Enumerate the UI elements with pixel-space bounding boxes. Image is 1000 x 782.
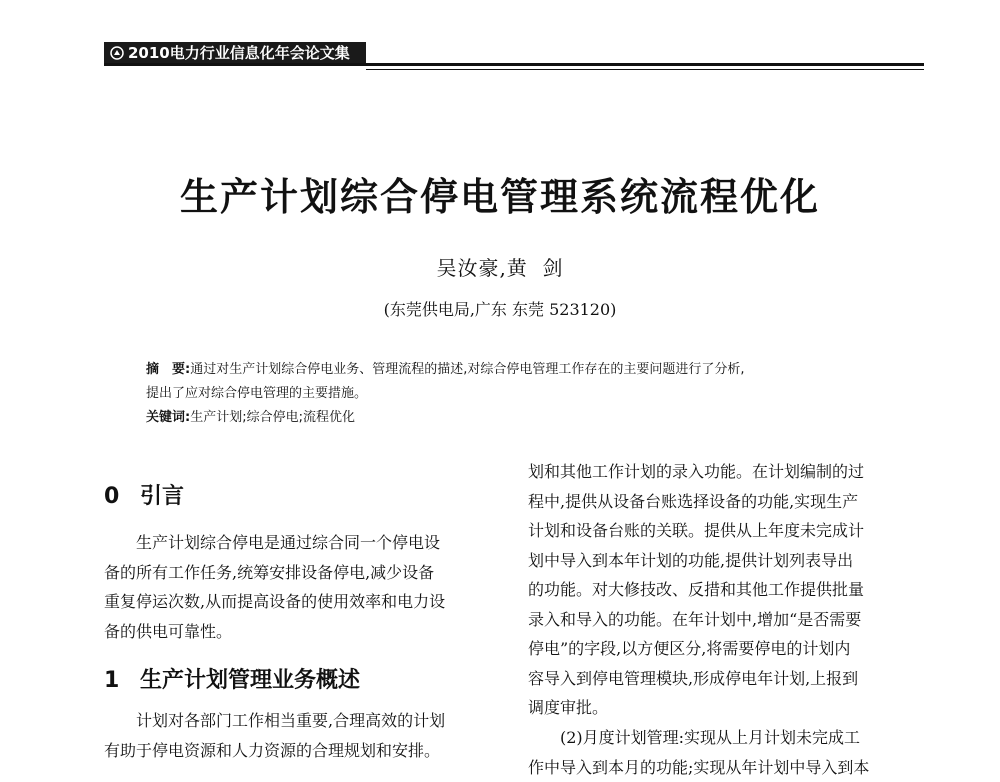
section-1-number: 1 bbox=[104, 665, 140, 697]
running-header-badge bbox=[104, 42, 366, 64]
paper-authors: 吴汝豪,黄 剑 bbox=[0, 254, 1000, 282]
body-line: 程中,提供从设备台账选择设备的功能,实现生产 bbox=[528, 487, 922, 517]
section-1-paragraph bbox=[104, 706, 496, 765]
body-line: 调度审批。 bbox=[528, 693, 922, 723]
right-column-paragraph-2 bbox=[528, 723, 922, 782]
section-1-title: 生产计划管理业务概述 bbox=[140, 668, 360, 693]
body-line: 计划对各部门工作相当重要,合理高效的计划 bbox=[104, 706, 496, 736]
body-line: 的功能。对大修技改、反措和其他工作提供批量 bbox=[528, 575, 922, 605]
section-0-paragraph bbox=[104, 528, 496, 646]
running-header-title: 2010电力行业信息化年会论文集 bbox=[128, 42, 350, 64]
keywords-text: 生产计划;综合停电;流程优化 bbox=[190, 410, 355, 425]
body-line: 作中导入到本月的功能;实现从年计划中导入到本 bbox=[528, 753, 922, 782]
section-0-heading bbox=[104, 481, 184, 513]
body-line: 划中导入到本年计划的功能,提供计划列表导出 bbox=[528, 546, 922, 576]
section-0-number: 0 bbox=[104, 481, 140, 513]
abstract-line-1 bbox=[146, 358, 886, 382]
keywords-label: 关键词: bbox=[146, 410, 190, 425]
header-rule bbox=[104, 63, 924, 66]
body-line: 计划和设备台账的关联。提供从上年度未完成计 bbox=[528, 516, 922, 546]
body-line: 生产计划综合停电是通过综合同一个停电设 bbox=[104, 528, 496, 558]
abstract-text-2: 提出了应对综合停电管理的主要措施。 bbox=[146, 386, 367, 401]
body-line: 备的所有工作任务,统筹安排设备停电,减少设备 bbox=[104, 558, 496, 588]
body-line: 备的供电可靠性。 bbox=[104, 617, 496, 647]
body-line: 重复停运次数,从而提高设备的使用效率和电力设 bbox=[104, 587, 496, 617]
keywords-line bbox=[146, 406, 886, 430]
body-line: 停电”的字段,以方便区分,将需要停电的计划内 bbox=[528, 634, 922, 664]
body-line: 划和其他工作计划的录入功能。在计划编制的过 bbox=[528, 457, 922, 487]
body-line: (2)月度计划管理:实现从上月计划未完成工 bbox=[528, 723, 922, 753]
abstract-text-1: 通过对生产计划综合停电业务、管理流程的描述,对综合停电管理工作存在的主要问题进行了分析, bbox=[190, 362, 744, 377]
section-1-heading bbox=[104, 665, 360, 697]
section-0-title: 引言 bbox=[140, 484, 184, 509]
abstract-label: 摘 要: bbox=[146, 362, 190, 377]
abstract-block bbox=[146, 358, 886, 430]
paper-affiliation: (东莞供电局,广东 东莞 523120) bbox=[0, 298, 1000, 322]
header-rule-thin bbox=[366, 69, 924, 70]
body-line: 录入和导入的功能。在年计划中,增加“是否需要 bbox=[528, 605, 922, 635]
abstract-line-2 bbox=[146, 382, 886, 406]
body-line: 有助于停电资源和人力资源的合理规划和安排。 bbox=[104, 736, 496, 766]
body-line: 容导入到停电管理模块,形成停电年计划,上报到 bbox=[528, 664, 922, 694]
paper-title: 生产计划综合停电管理系统流程优化 bbox=[0, 172, 1000, 222]
journal-emblem-icon bbox=[110, 46, 124, 60]
right-column-paragraph-1 bbox=[528, 457, 922, 723]
